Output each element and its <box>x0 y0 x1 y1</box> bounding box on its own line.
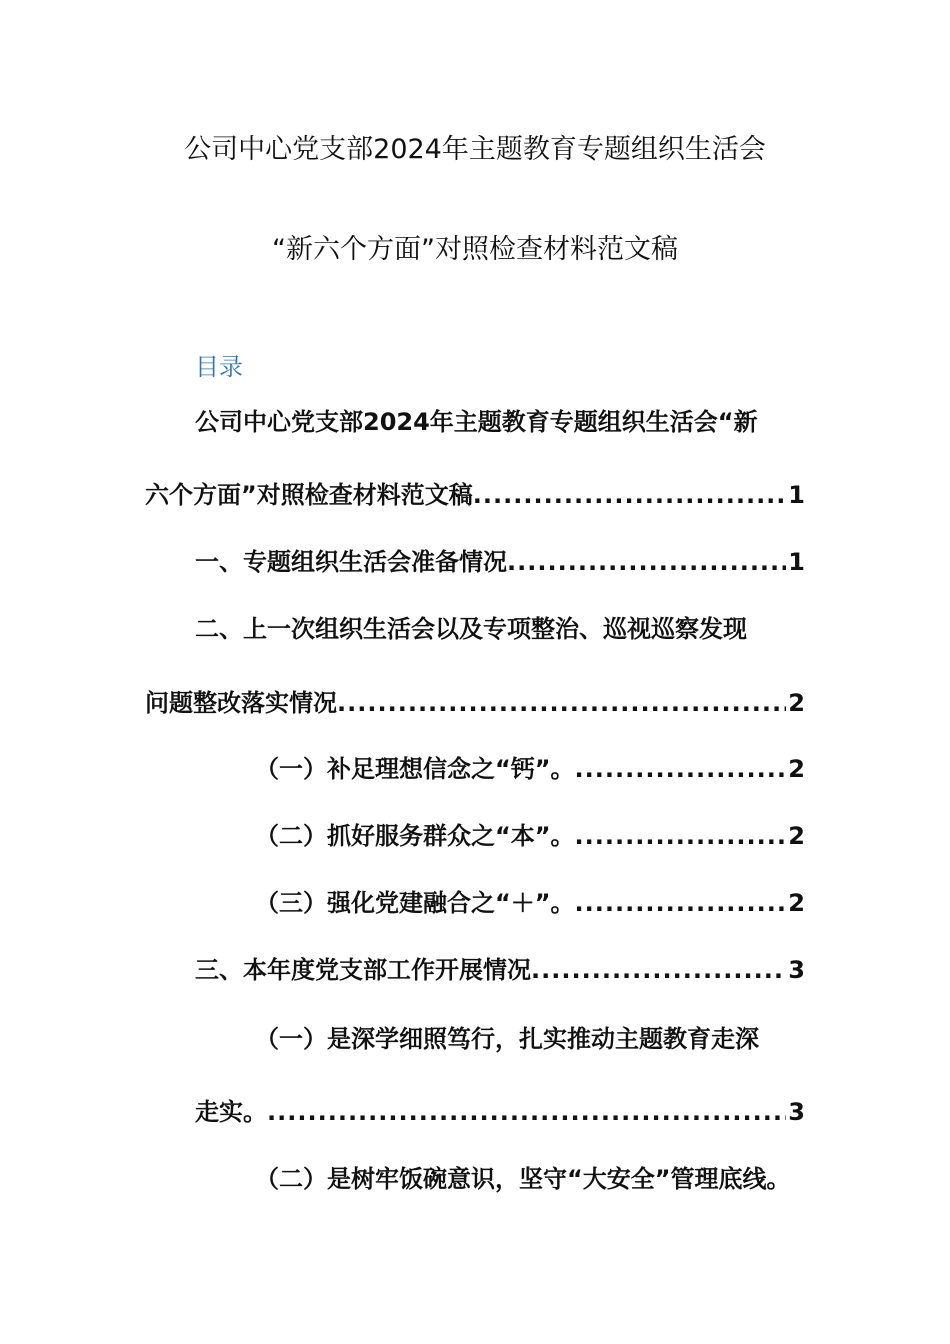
toc-page-number: 3 <box>788 1098 805 1126</box>
toc-entry-text: （一）补足理想信念之“钙”。 <box>255 755 575 783</box>
toc-page-number: 3 <box>788 956 805 984</box>
toc-leader-dots <box>473 478 787 512</box>
toc-entry-7[interactable] <box>195 953 805 987</box>
toc-page-number: 2 <box>788 689 805 717</box>
toc-leader-dots <box>531 953 786 987</box>
toc-entry-8-line-2[interactable] <box>195 1095 805 1129</box>
toc-entry-6[interactable] <box>255 886 805 920</box>
toc-page-number: 2 <box>788 889 805 917</box>
toc-leader-dots <box>575 886 787 920</box>
toc-entry-text: 公司中心党支部2024年主题教育专题组织生活会“新 <box>195 408 758 436</box>
toc-leader-dots <box>575 752 787 786</box>
toc-entry-text: 问题整改落实情况 <box>145 689 337 717</box>
toc-entry-9[interactable] <box>255 1162 791 1196</box>
toc-entry-text: 三、本年度党支部工作开展情况 <box>195 956 531 984</box>
toc-leader-dots <box>337 686 786 720</box>
toc-page-number: 1 <box>788 481 805 509</box>
toc-entry-5[interactable] <box>255 819 805 853</box>
toc-page-number: 2 <box>788 822 805 850</box>
toc-entry-text: 走实。 <box>195 1098 267 1126</box>
toc-entry-3-line-2[interactable] <box>145 686 805 720</box>
toc-leader-dots <box>507 545 786 579</box>
toc-entry-text: （三）强化党建融合之“＋”。 <box>255 889 575 917</box>
toc-page-number: 2 <box>788 755 805 783</box>
document-title-line-1: 公司中心党支部2024年主题教育专题组织生活会 <box>184 134 766 165</box>
toc-entry-3-line-1[interactable] <box>195 612 747 646</box>
toc-entry-1-line-1[interactable] <box>195 405 758 439</box>
toc-entry-text: 二、上一次组织生活会以及专项整治、巡视巡察发现 <box>195 615 747 643</box>
toc-heading: 目录 <box>195 353 243 381</box>
document-title-line-2: “新六个方面”对照检查材料范文稿 <box>272 234 678 265</box>
toc-leader-dots <box>267 1095 786 1129</box>
toc-entry-text: 一、专题组织生活会准备情况 <box>195 548 507 576</box>
toc-entry-2[interactable] <box>195 545 805 579</box>
toc-entry-1-line-2[interactable] <box>145 478 805 512</box>
toc-entry-text: 六个方面”对照检查材料范文稿 <box>145 481 473 509</box>
toc-entry-text: （二）是树牢饭碗意识，坚守“大安全”管理底线。 <box>255 1165 791 1193</box>
toc-entry-4[interactable] <box>255 752 805 786</box>
toc-entry-text: （一）是深学细照笃行，扎实推动主题教育走深 <box>255 1025 759 1053</box>
toc-page-number: 1 <box>788 548 805 576</box>
toc-leader-dots <box>575 819 787 853</box>
toc-entry-text: （二）抓好服务群众之“本”。 <box>255 822 575 850</box>
toc-entry-8-line-1[interactable] <box>255 1022 759 1056</box>
